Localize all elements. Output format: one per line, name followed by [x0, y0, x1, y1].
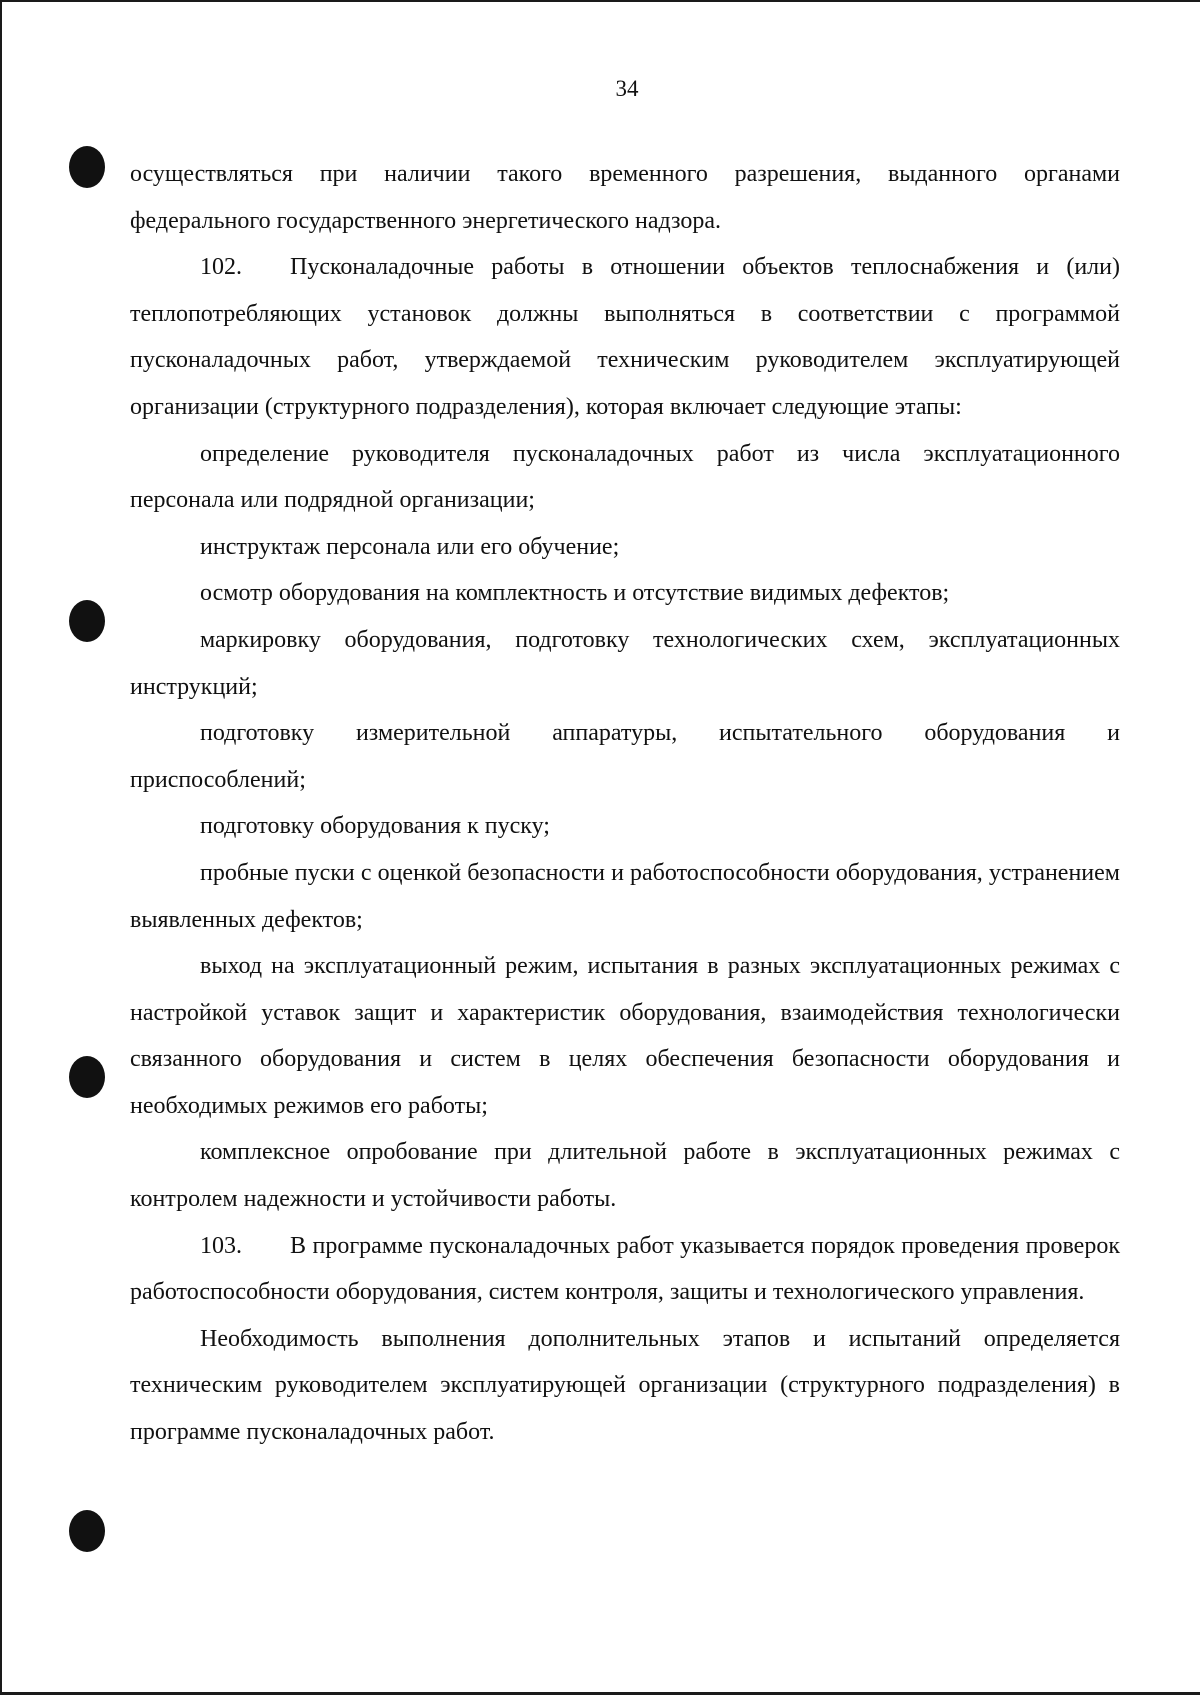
list-item-stage-1: определение руководителя пусконаладочных работ из числа эксплуатационного персонала или подрядной организации; [130, 440, 1120, 514]
list-item-stage-4: маркировку оборудования, подготовку технологических схем, эксплуатационных инструкций; [130, 626, 1120, 700]
punch-hole-mark [69, 146, 105, 188]
page-number: 34 [615, 76, 639, 101]
paragraph-clause-102: 102. Пусконаладочные работы в отношении объектов теплоснабжения и (или) теплопотребляющих установок должны выполняться в соответствии с программой пусконаладочных работ, утверждаемой техническим руководителем эксплуатирующей организации (структурного подразделения), которая включает следующие этапы: [130, 254, 1120, 420]
list-item-stage-3: осмотр оборудования на комплектность и отсутствие видимых дефектов; [200, 580, 950, 607]
paragraph-additional-stages: Необходимость выполнения дополнительных этапов и испытаний определяется техническим руководителем эксплуатирующей организации (структурного подразделения) в программе пусконаладочных работ. [130, 1325, 1120, 1446]
punch-hole-mark [69, 600, 105, 642]
list-item-stage-9: комплексное опробование при длительной работе в эксплуатационных режимах с контролем надежности и устойчивости работы. [130, 1139, 1120, 1213]
punch-hole-mark [69, 1056, 105, 1098]
paragraph-clause-103: 103. В программе пусконаладочных работ указывается порядок проведения проверок работоспособности оборудования, систем контроля, защиты и технологического управления. [130, 1232, 1120, 1306]
list-item-stage-2: инструктаж персонала или его обучение; [200, 533, 620, 560]
punch-hole-mark [69, 1510, 105, 1552]
list-item-stage-7: пробные пуски с оценкой безопасности и работоспособности оборудования, устранением выявленных дефектов; [130, 859, 1120, 933]
document-body [130, 151, 1120, 1456]
list-item-stage-6: подготовку оборудования к пуску; [200, 813, 550, 840]
paragraph-continuation: осуществляться при наличии такого временного разрешения, выданного органами федерального государственного энергетического надзора. [130, 161, 1120, 234]
list-item-stage-5: подготовку измерительной аппаратуры, испытательного оборудования и приспособлений; [130, 720, 1120, 793]
list-item-stage-8: выход на эксплуатационный режим, испытания в разных эксплуатационных режимах с настройкой уставок защит и характеристик оборудования, взаимодействия технологически связанного оборудования и систем в целях обеспечения безопасности оборудования и необходимых режимов его работы; [130, 953, 1120, 1119]
